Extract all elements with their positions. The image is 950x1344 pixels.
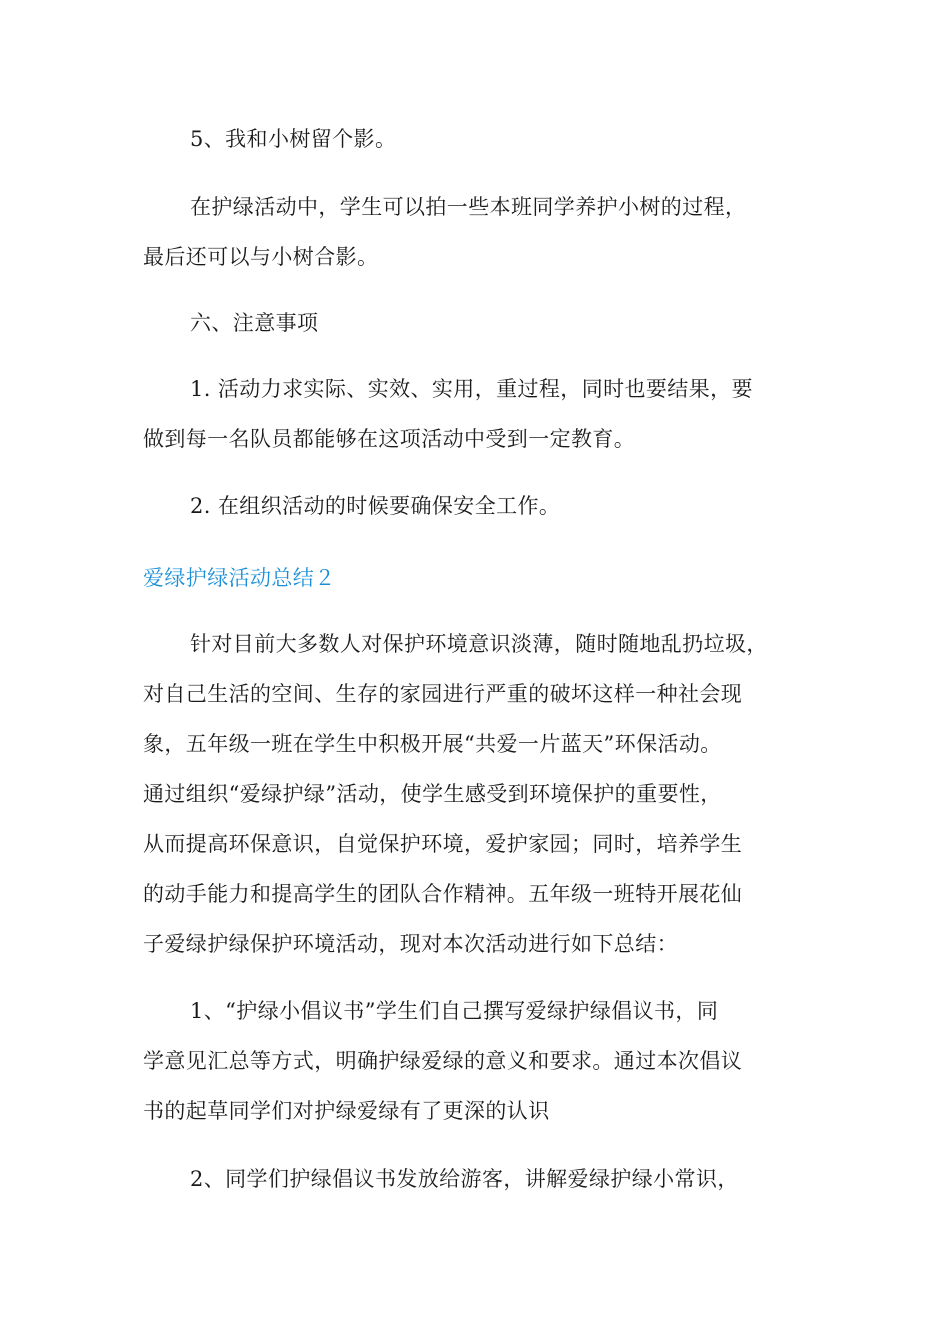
paragraph-line: 最后还可以与小树合影。	[143, 245, 379, 269]
paragraph-line: 象，五年级一班在学生中积极开展“共爱一片蓝天”环保活动。	[143, 732, 722, 756]
list-item-1: 1、“护绿小倡议书”学生们自己撰写爱绿护绿倡议书，同	[190, 999, 719, 1023]
note-item-1: 1. 活动力求实际、实效、实用，重过程，同时也要结果，要	[190, 377, 753, 401]
paragraph-line: 的动手能力和提高学生的团队合作精神。五年级一班特开展花仙	[143, 882, 743, 906]
paragraph-line: 在护绿活动中，学生可以拍一些本班同学养护小树的过程，	[190, 195, 747, 219]
section-heading: 六、注意事项	[190, 311, 319, 335]
paragraph-line: 通过组织“爱绿护绿”活动，使学生感受到环境保护的重要性，	[143, 782, 722, 806]
paragraph-line: 子爱绿护绿保护环境活动，现对本次活动进行如下总结：	[143, 932, 678, 956]
summary-title: 爱绿护绿活动总结２	[143, 566, 336, 590]
paragraph-line: 学意见汇总等方式，明确护绿爱绿的意义和要求。通过本次倡议	[143, 1049, 743, 1073]
paragraph-line: 从而提高环保意识，自觉保护环境，爱护家园；同时，培养学生	[143, 832, 743, 856]
paragraph-line: 对自己生活的空间、生存的家园进行严重的破坏这样一种社会现	[143, 682, 743, 706]
paragraph-line: 做到每一名队员都能够在这项活动中受到一定教育。	[143, 427, 636, 451]
paragraph-line: 针对目前大多数人对保护环境意识淡薄，随时随地乱扔垃圾，	[190, 632, 768, 656]
list-item-2: 2、同学们护绿倡议书发放给游客，讲解爱绿护绿小常识，	[190, 1167, 739, 1191]
list-item-5: 5、我和小树留个影。	[190, 127, 397, 151]
note-item-2: 2. 在组织活动的时候要确保安全工作。	[190, 494, 561, 518]
paragraph-line: 书的起草同学们对护绿爱绿有了更深的认识	[143, 1099, 550, 1123]
